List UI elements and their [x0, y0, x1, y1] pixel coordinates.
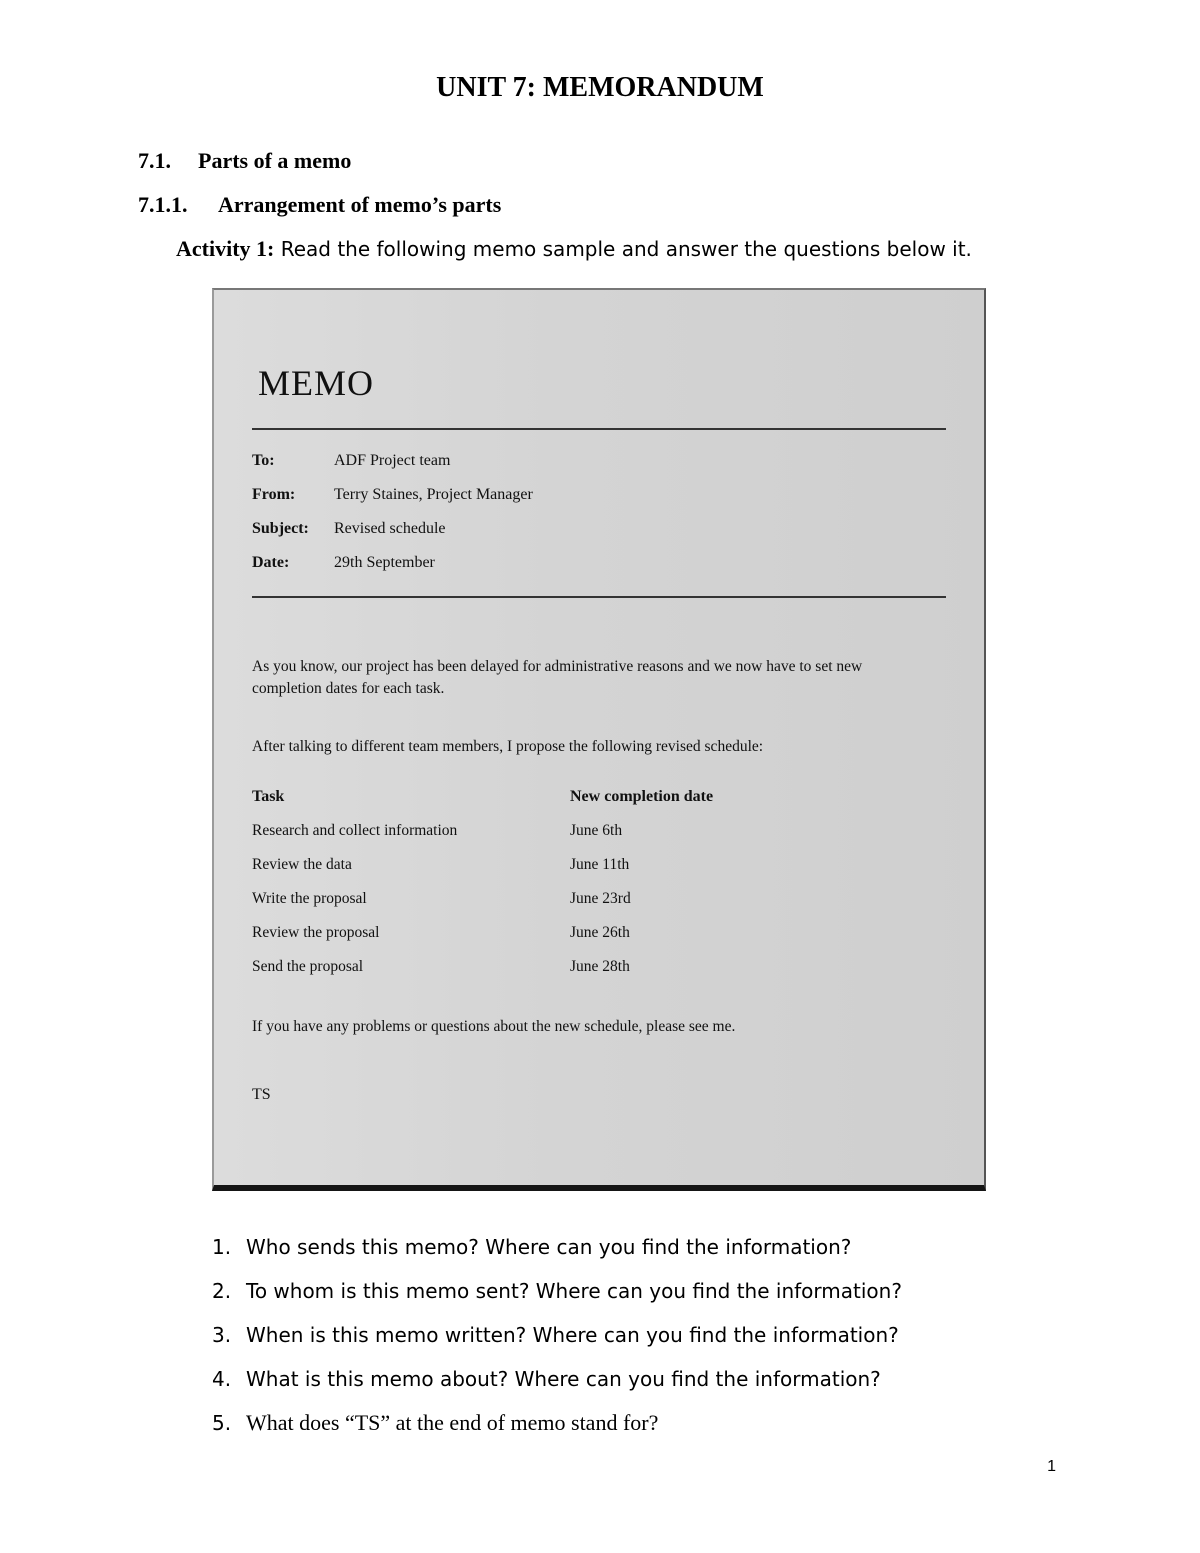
schedule-task: Write the proposal: [252, 890, 367, 907]
schedule-row: [252, 890, 631, 908]
memo-sample-image: [212, 288, 986, 1191]
memo-subject-value: Revised schedule: [334, 520, 446, 537]
activity-instruction: [176, 236, 972, 262]
memo-date-row: [252, 554, 435, 572]
schedule-task: Research and collect information: [252, 822, 458, 839]
schedule-header-row: [252, 788, 713, 806]
question-item: [212, 1276, 902, 1320]
schedule-task: Send the proposal: [252, 958, 364, 975]
memo-date-label: Date:: [252, 554, 290, 571]
memo-signature: TS: [252, 1086, 271, 1103]
schedule-row: [252, 822, 622, 840]
question-text: What is this memo about? Where can you find the information?: [246, 1367, 881, 1391]
section-heading: [138, 148, 351, 174]
question-item: [212, 1232, 902, 1276]
memo-from-value: Terry Staines, Project Manager: [334, 486, 533, 503]
memo-to-value: ADF Project team: [334, 452, 451, 469]
memo-date-value: 29th September: [334, 554, 435, 571]
page-number: 1: [1047, 1458, 1056, 1475]
schedule-task: Review the data: [252, 856, 352, 873]
schedule-date: June 11th: [570, 856, 630, 873]
question-text: Who sends this memo? Where can you find the information?: [246, 1235, 852, 1259]
question-text: To whom is this memo sent? Where can you find the information?: [246, 1279, 902, 1303]
question-text: When is this memo written? Where can you find the information?: [246, 1323, 899, 1347]
memo-subject-label: Subject:: [252, 520, 309, 537]
memo-header-rule: [252, 596, 946, 598]
schedule-task: Review the proposal: [252, 924, 380, 941]
memo-from-row: [252, 486, 533, 504]
subsection-heading: [138, 192, 501, 218]
question-item: [212, 1364, 902, 1408]
question-number: 3.: [212, 1323, 232, 1347]
question-item: [212, 1320, 902, 1364]
section-number: 7.1.: [138, 148, 171, 173]
unit-title: UNIT 7: MEMORANDUM: [436, 72, 764, 103]
schedule-row: [252, 924, 630, 942]
schedule-date: June 26th: [570, 924, 630, 941]
subsection-number: 7.1.1.: [138, 192, 188, 217]
schedule-row: [252, 856, 629, 874]
schedule-col-task: Task: [252, 788, 285, 805]
schedule-col-date: New completion date: [570, 788, 714, 805]
memo-paragraph-2: After talking to different team members, I propose the following revised schedule:: [252, 738, 764, 755]
question-list: [212, 1232, 902, 1452]
schedule-date: June 28th: [570, 958, 630, 975]
question-item: [212, 1408, 902, 1452]
memo-closing: If you have any problems or questions about the new schedule, please see me.: [252, 1018, 736, 1035]
activity-label: Activity 1:: [176, 236, 275, 261]
question-text: What does “TS” at the end of memo stand for?: [246, 1410, 659, 1435]
memo-to-row: [252, 452, 450, 470]
memo-subject-row: [252, 520, 446, 538]
question-number: 4.: [212, 1367, 232, 1391]
schedule-row: [252, 958, 630, 976]
memo-heading: MEMO: [258, 363, 375, 403]
memo-to-label: To:: [252, 452, 275, 469]
question-number: 5.: [212, 1411, 232, 1435]
subsection-title: Arrangement of memo’s parts: [218, 192, 502, 217]
memo-from-label: From:: [252, 486, 296, 503]
section-title: Parts of a memo: [198, 148, 352, 173]
question-number: 1.: [212, 1235, 232, 1259]
memo-top-rule: [252, 428, 946, 430]
question-number: 2.: [212, 1279, 232, 1303]
schedule-date: June 6th: [570, 822, 623, 839]
schedule-date: June 23rd: [570, 890, 631, 907]
memo-paragraph-1: As you know, our project has been delayed for administrative reasons and we now have to set new completion dates for each task.: [252, 658, 863, 697]
activity-text: Read the following memo sample and answer the questions below it.: [274, 237, 972, 261]
